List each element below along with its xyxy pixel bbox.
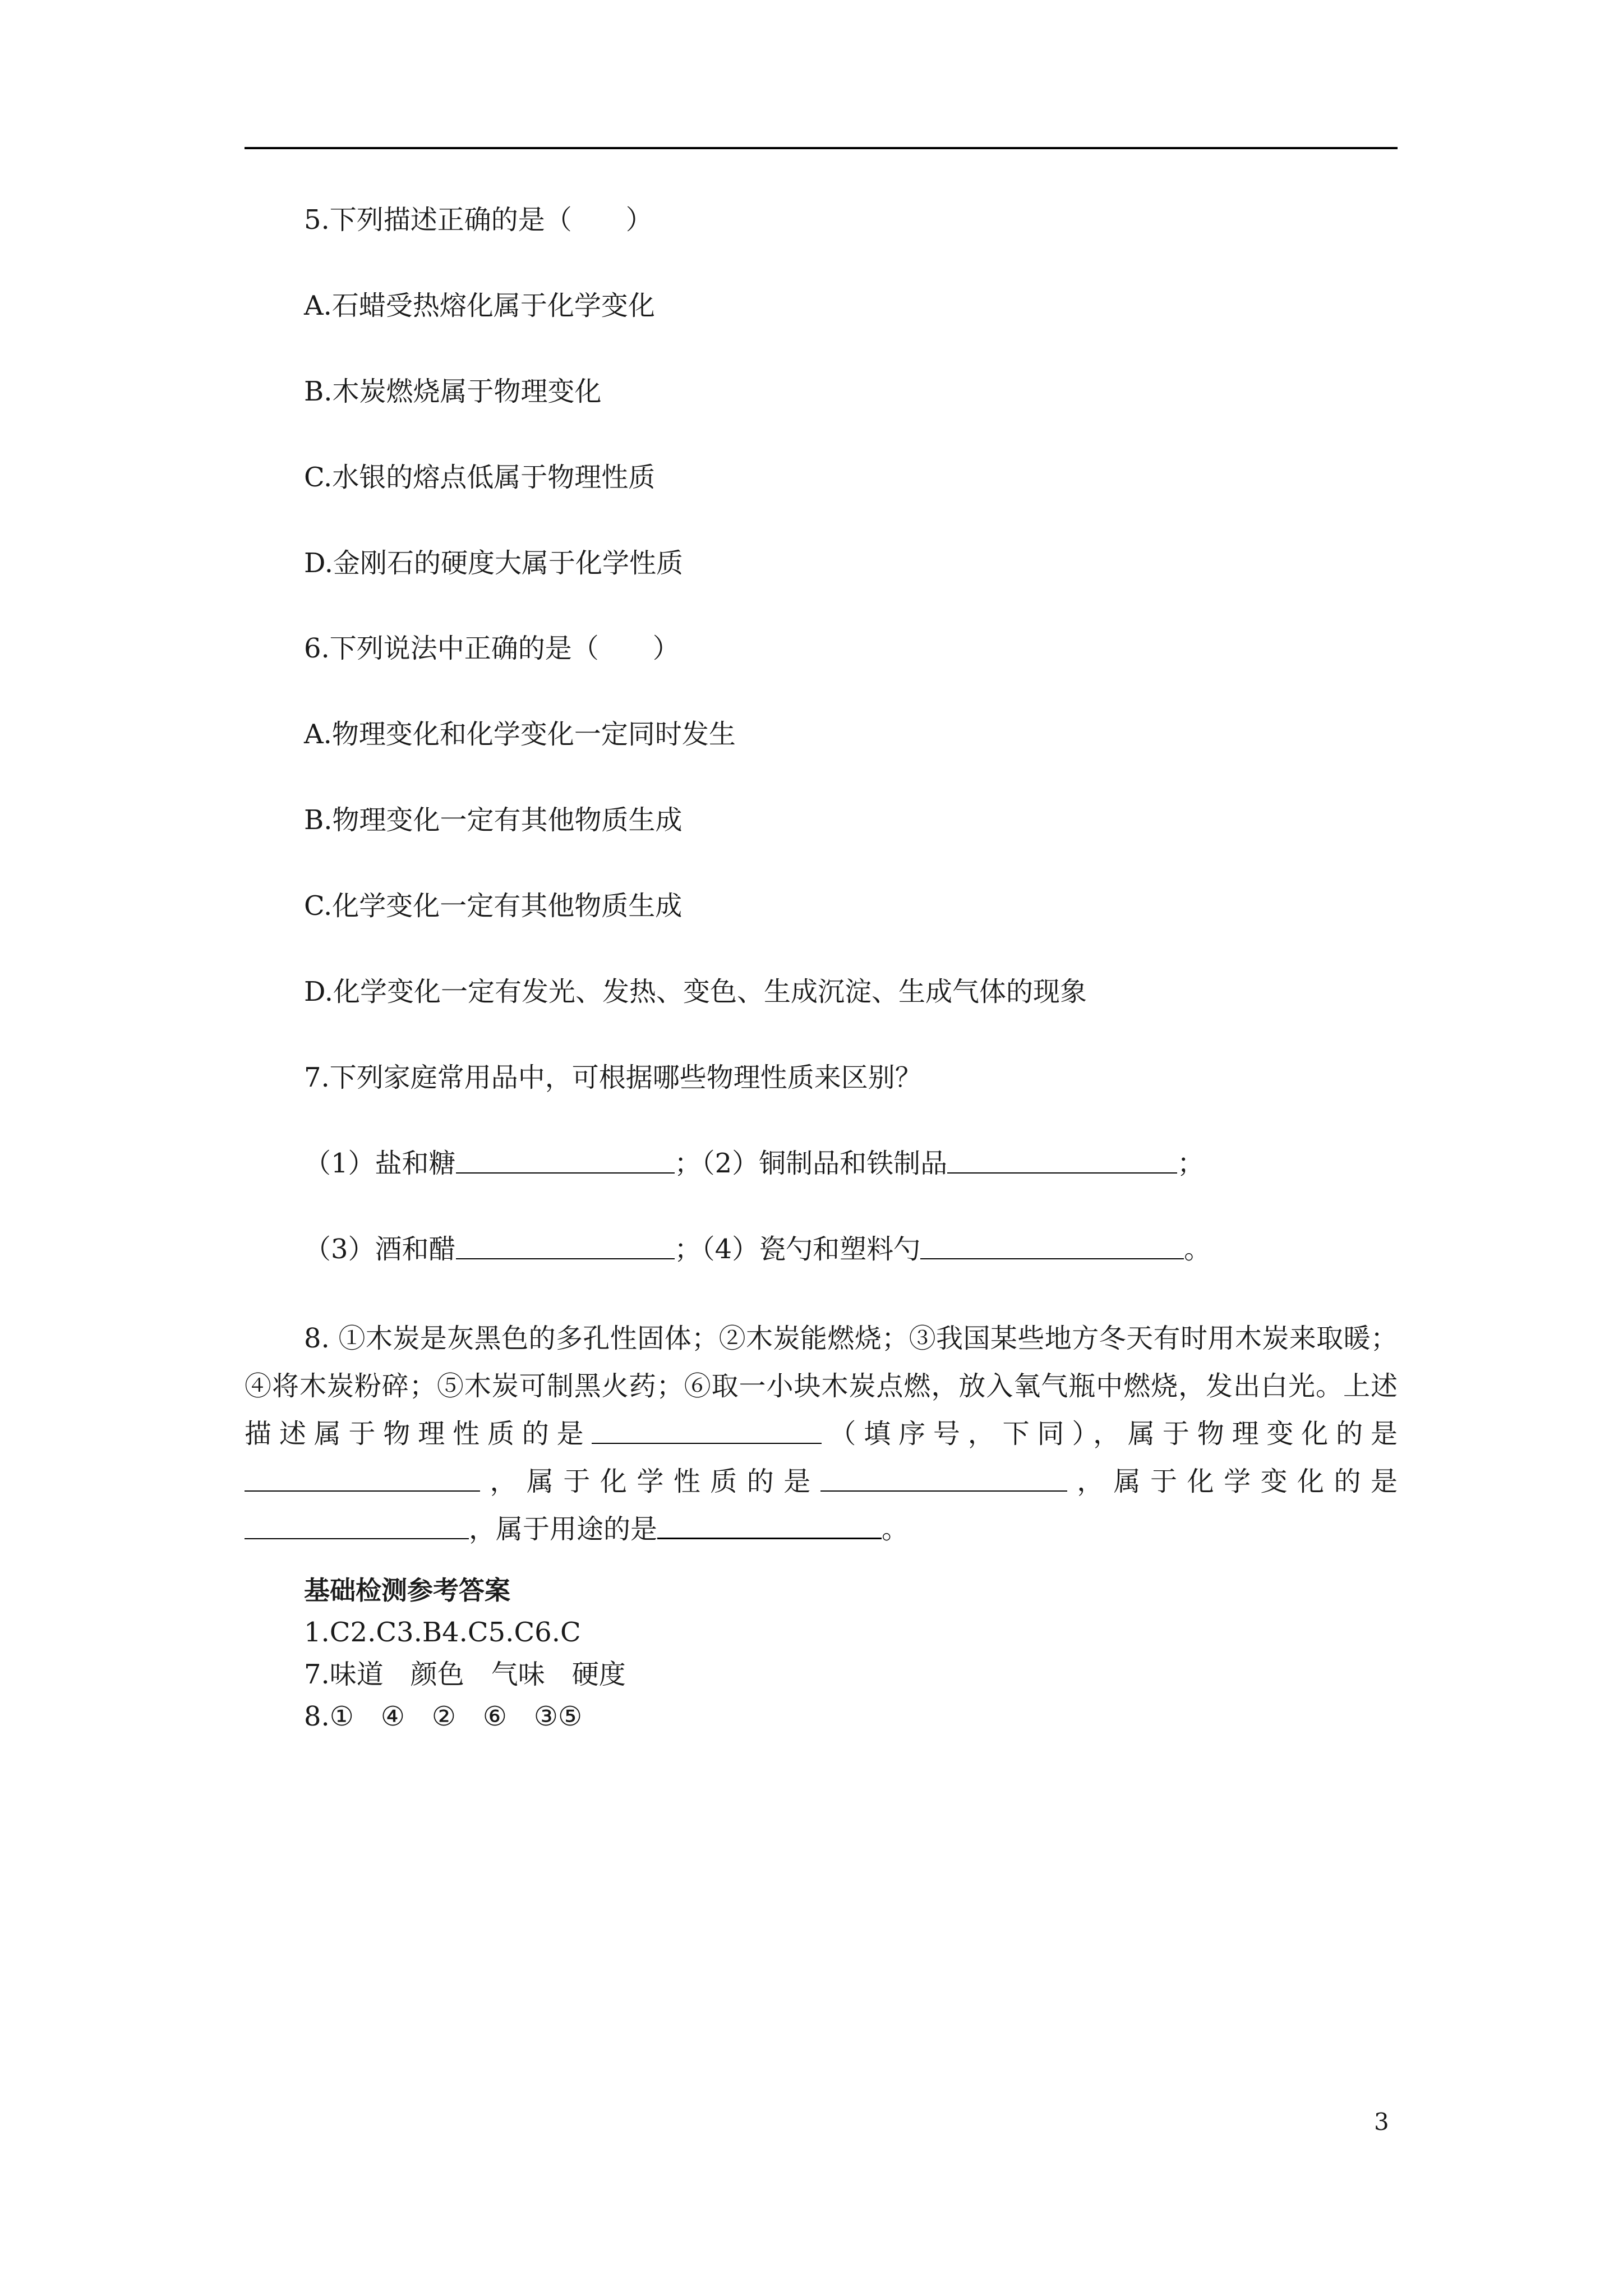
answer-blank[interactable] xyxy=(657,1513,882,1539)
answer-blank[interactable] xyxy=(456,1148,675,1174)
q7-item-2-label: （2）铜制品和铁制品 xyxy=(701,1148,948,1179)
separator: ； xyxy=(674,1148,702,1179)
q7-stem: 7.下列家庭常用品中，可根据哪些物理性质来区别？ xyxy=(304,1062,922,1093)
answers-title: 基础检测参考答案 xyxy=(304,1575,510,1605)
q5-option-d: D.金刚石的硬度大属于化学性质 xyxy=(304,547,684,579)
q8-text-3: ，属于化学性质的是 xyxy=(480,1466,820,1497)
q5-option-b: B.木炭燃烧属于物理变化 xyxy=(304,376,602,407)
q7-row-1 xyxy=(304,1147,1204,1180)
q8-paragraph xyxy=(245,1315,1398,1553)
q8-text-5: ，属于用途的是 xyxy=(469,1513,658,1545)
row-end: 。 xyxy=(1184,1234,1211,1265)
q5-stem: 5.下列描述正确的是（ ） xyxy=(304,204,653,236)
q6-option-d: D.化学变化一定有发光、发热、变色、生成沉淀、生成气体的现象 xyxy=(304,976,1087,1007)
q7-row-2 xyxy=(304,1232,1211,1266)
answers-line-2: 7.味道 颜色 气味 硬度 xyxy=(304,1659,626,1690)
answers-line-3: 8.① ④ ② ⑥ ③⑤ xyxy=(304,1701,582,1732)
q5-option-c: C.水银的熔点低属于物理性质 xyxy=(304,462,656,493)
page-number: 3 xyxy=(1374,2108,1389,2136)
answer-blank[interactable] xyxy=(820,1466,1067,1492)
answer-blank[interactable] xyxy=(456,1234,675,1259)
q7-item-4-label: （4）瓷勺和塑料勺 xyxy=(701,1234,921,1265)
q8-text-1: 8. ①木炭是灰黑色的多孔性固体；②木炭能燃烧；③我国某些地方冬天有时用木炭来取暖；④将木炭粉碎；⑤木炭可制黑火药；⑥取一小块木炭点燃，放入氧气瓶中燃烧，发出白光。上述描述属于物理性质的是 xyxy=(245,1323,1398,1450)
q6-option-b: B.物理变化一定有其他物质生成 xyxy=(304,804,683,836)
q7-item-1-label: （1）盐和糖 xyxy=(304,1148,456,1179)
q6-stem: 6.下列说法中正确的是（ ） xyxy=(304,633,680,664)
q6-option-c: C.化学变化一定有其他物质生成 xyxy=(304,890,683,922)
q5-option-a: A.石蜡受热熔化属于化学变化 xyxy=(304,290,655,321)
answer-blank[interactable] xyxy=(920,1234,1184,1259)
q7-item-3-label: （3）酒和醋 xyxy=(304,1234,456,1265)
answer-blank[interactable] xyxy=(592,1418,822,1444)
answer-blank[interactable] xyxy=(947,1148,1177,1174)
answer-blank[interactable] xyxy=(245,1466,480,1492)
q6-option-a: A.物理变化和化学变化一定同时发生 xyxy=(304,719,736,750)
answer-blank[interactable] xyxy=(245,1513,469,1539)
row-end: ； xyxy=(1177,1148,1205,1179)
q8-text-2: （填序号，下同），属于物理变化的是 xyxy=(821,1418,1398,1450)
q8-text-4: ，属于化学变化的是 xyxy=(1067,1466,1398,1497)
separator: ； xyxy=(674,1234,702,1265)
answers-line-1: 1.C2.C3.B4.C5.C6.C xyxy=(304,1617,581,1648)
header-rule xyxy=(245,147,1398,149)
q8-text-6: 。 xyxy=(882,1513,909,1545)
